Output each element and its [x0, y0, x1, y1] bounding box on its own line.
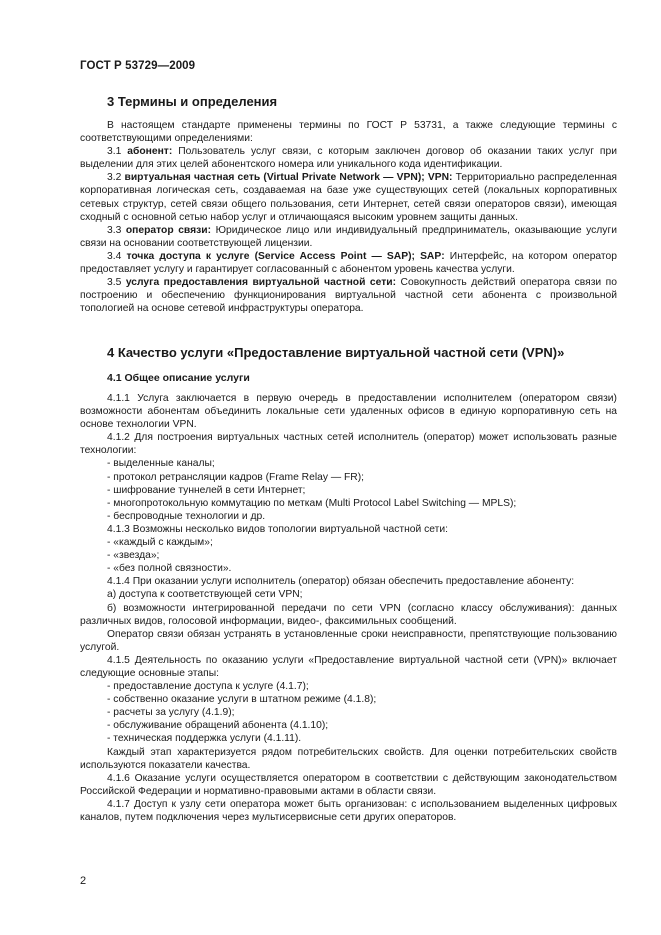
term-definition: Пользователь услуг связи, с которым заключен договор об оказании таких услуг при выделении для этих целей абонентского номера или уникального кода идентификации.	[80, 146, 617, 171]
list-item: - многопротокольную коммутацию по меткам (Multi Protocol Label Switching — MPLS);	[107, 497, 517, 509]
paragraph-4-1-3: 4.1.3 Возможны несколько видов топологии виртуальной частной сети:	[107, 523, 448, 535]
list-item: - предоставление доступа к услуге (4.1.7);	[107, 681, 309, 693]
paragraph-4-1-4-a: а) доступа к соответствующей сети VPN;	[107, 589, 303, 601]
term-name: услуга предоставления виртуальной частной сети:	[125, 277, 397, 289]
term-definition: Совокупность действий оператора связи по построению и обеспечению функционирования виртуальной частной сети абонента с произвольной топологией на основе сетевой инфраструктуры оператора.	[80, 277, 617, 315]
list-item: - расчеты за услугу (4.1.9);	[107, 707, 235, 719]
term-name: оператор связи:	[125, 224, 211, 236]
paragraph-4-1-7: 4.1.7 Доступ к узлу сети оператора может быть организован: с использованием выделенных цифровых каналов, путем подключения через мультисервисные сети других операторов.	[80, 798, 617, 823]
list-item: - «звезда»;	[107, 550, 160, 562]
document-code: ГОСТ Р 53729—2009	[80, 60, 196, 72]
list-item: - техническая поддержка услуги (4.1.11).	[107, 733, 302, 745]
paragraph-4-1-6: 4.1.6 Оказание услуги осуществляется оператором в соответствии с действующим законодательством Российской Федерации и нормативно-правовыми актами в области связи.	[80, 772, 617, 797]
term-number: 3.1	[107, 146, 122, 158]
list-item: - беспроводные технологии и др.	[107, 510, 266, 522]
term-3-1	[80, 145, 617, 171]
section-3-body	[80, 119, 617, 315]
term-number: 3.4	[107, 250, 122, 262]
term-3-5	[80, 276, 617, 315]
list-item: - выделенные каналы;	[107, 458, 215, 470]
page-number: 2	[80, 875, 87, 887]
list-item: - «каждый с каждым»;	[107, 537, 213, 549]
section-4-body	[80, 392, 617, 824]
term-name: абонент:	[127, 146, 173, 158]
list-item: - собственно оказание услуги в штатном режиме (4.1.8);	[107, 694, 377, 706]
term-number: 3.2	[107, 172, 122, 184]
paragraph-4-1-4: 4.1.4 При оказании услуги исполнитель (оператор) обязан обеспечить предоставление абоненту:	[107, 576, 575, 588]
term-number: 3.5	[107, 277, 122, 289]
paragraph-4-1-5-stages: Каждый этап характеризуется рядом потребительских свойств. Для оценки потребительских свойств используются показатели качества.	[80, 746, 617, 771]
term-3-4	[80, 250, 617, 276]
term-3-3	[80, 224, 617, 250]
section-4-1-title: 4.1 Общее описание услуги	[107, 372, 250, 384]
list-item: - обслуживание обращений абонента (4.1.10);	[107, 720, 329, 732]
paragraph-4-1-1: 4.1.1 Услуга заключается в первую очередь в предоставлении исполнителем (оператором связи) возможности абонентам объединить локальные сети удаленных офисов в единую корпоративную сеть на основе технологии VPN.	[80, 393, 617, 431]
term-number: 3.3	[107, 224, 122, 236]
paragraph-4-1-4-operator: Оператор связи обязан устранять в установленные сроки неисправности, препятствующие пользованию услугой.	[80, 628, 617, 653]
list-item: - «без полной связности».	[107, 563, 232, 575]
term-definition: Интерфейс, на котором оператор предоставляет услугу и гарантирует согласованный с абонентом уровень качества услуги.	[80, 250, 617, 276]
term-definition: Территориально распределенная корпоративная логическая сеть, создаваемая на базе уже существующих сетей (локальных корпоративных сетевых структур, сетей связи общего пользования, сети Интернет, сетей связи операторов связи), имеющая сходный с основной сетью набор услуг и отличающаяся высоким уровнем защиты данных.	[80, 172, 617, 223]
section-4-title: 4 Качество услуги «Предоставление виртуальной частной сети (VPN)»	[107, 345, 565, 360]
section-3-title: 3 Термины и определения	[107, 94, 278, 109]
paragraph-4-1-5: 4.1.5 Деятельность по оказанию услуги «Предоставление виртуальной частной сети (VPN)» включает следующие основные этапы:	[80, 654, 617, 679]
list-item: - протокол ретрансляции кадров (Frame Relay — FR);	[107, 471, 365, 483]
paragraph-4-1-4-b: б) возможности интегрированной передачи по сети VPN (согласно классу обслуживания): данных различных видов, голосовой информации, видео-, факсимильных сообщений.	[80, 602, 617, 627]
term-definition: Юридическое лицо или индивидуальный предприниматель, оказывающие услуги связи на основании соответствующей лицензии.	[80, 224, 617, 249]
term-name: точка доступа к услуге (Service Access Point — SAP); SAP:	[126, 250, 445, 262]
term-3-2	[80, 171, 617, 223]
list-item: - шифрование туннелей в сети Интернет;	[107, 484, 306, 496]
section-3-intro: В настоящем стандарте применены термины по ГОСТ Р 53731, а также следующие термины с соответствующими определениями:	[80, 120, 617, 145]
term-name: виртуальная частная сеть (Virtual Private Network — VPN); VPN:	[124, 172, 453, 184]
paragraph-4-1-2: 4.1.2 Для построения виртуальных частных сетей исполнитель (оператор) может использовать разные технологии:	[80, 432, 617, 457]
